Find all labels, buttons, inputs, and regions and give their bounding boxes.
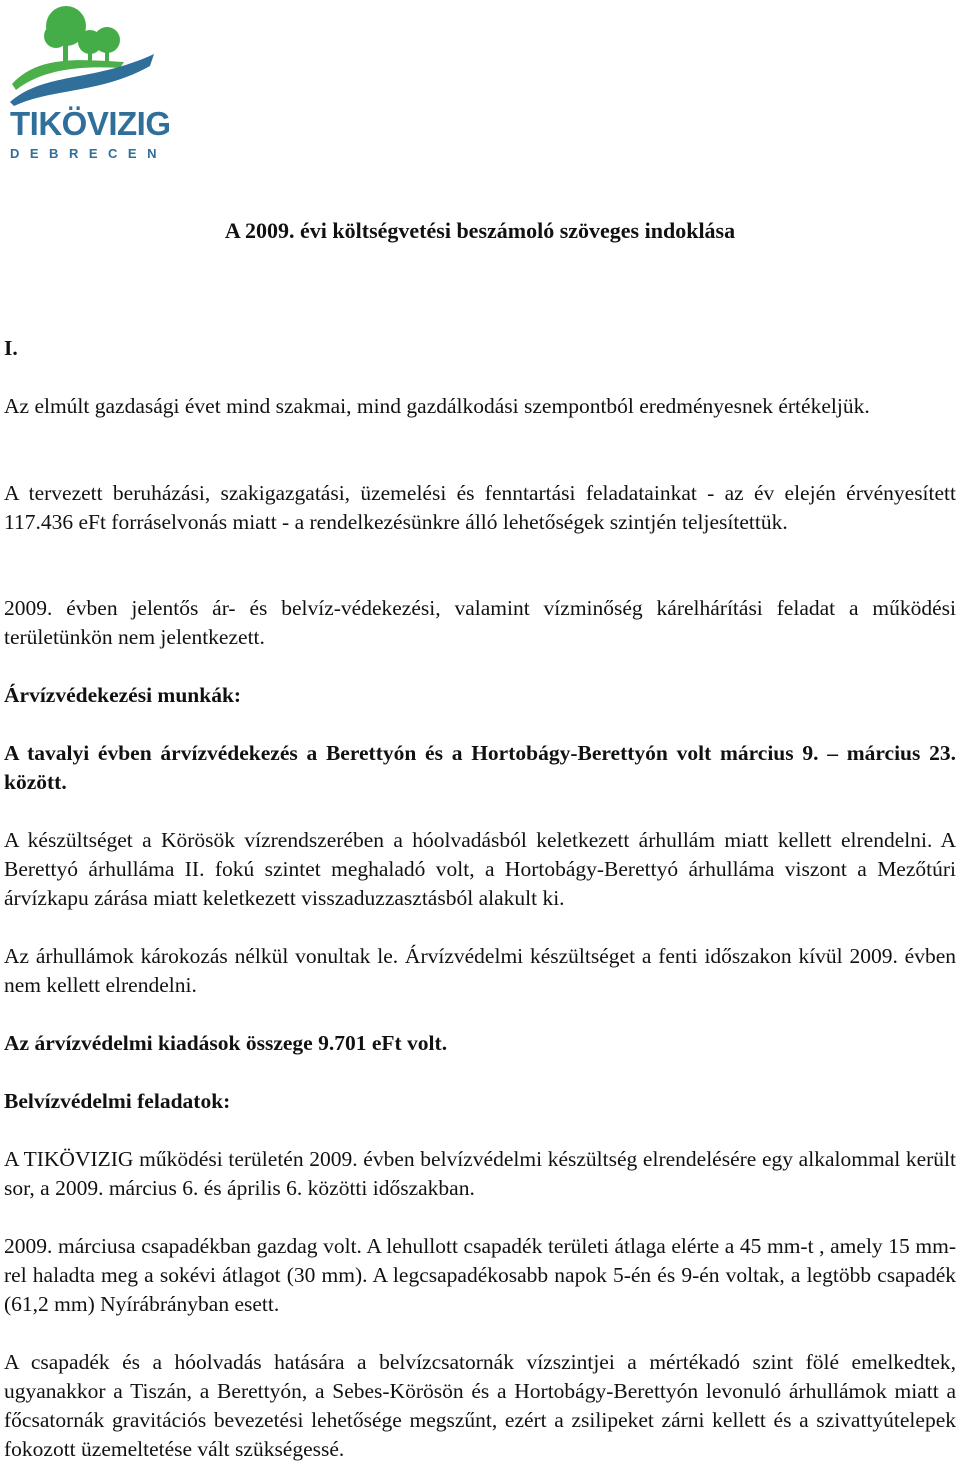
- paragraph-canals: A csapadék és a hóolvadás hatására a belvízcsatornák vízszintjei a mértékadó szint fölé emelkedtek, ugyanakkor a Tiszán, a Berettyón, a Sebes-Körösön és a Hortobágy-Berettyón levonuló árhullámok miatt a főcsatornák gravitációs bevezetési lehetősége megszűnt, ezért a zsilipeket zárni kellett és a szivattyútelepek fokozott üzemeltetése vált szükségessé.: [4, 1350, 956, 1461]
- paragraph-investments: A tervezett beruházási, szakigazgatási, üzemelési és fenntartási feladatainkat - az év elején érvényesített 117.436 eFt forráselvonás miatt - a rendelkezésünkre álló lehetőségek szintjén teljesítettük.: [4, 481, 956, 534]
- heading-flood-protection: Árvízvédekezési munkák:: [4, 683, 242, 707]
- section-number: I.: [4, 336, 18, 360]
- paragraph-intro: Az elmúlt gazdasági évet mind szakmai, mind gazdálkodási szempontból eredményesnek értékeljük.: [4, 394, 870, 418]
- paragraph-march-precipitation: 2009. márciusa csapadékban gazdag volt. A lehullott csapadék területi átlaga elérte a 45 mm-t , amely 15 mm-rel haladta meg a sokévi átlagot (30 mm). A legcsapadékosabb napok 5-én és 9-én voltak, a legtöbb csapadék (61,2 mm) Nyírábrányban esett.: [4, 1234, 956, 1316]
- logo-city: DEBRECEN: [10, 146, 167, 161]
- paragraph-inland-readiness: A TIKÖVIZIG működési területén 2009. évben belvízvédelmi készültség elrendelésére egy alkalommal került sor, a 2009. március 6. és április 6. közötti időszakban.: [4, 1147, 956, 1200]
- paragraph-no-tasks: 2009. évben jelentős ár- és belvíz-védekezési, valamint vízminőség kárelhárítási feladat a működési területünkön nem jelentkezett.: [4, 596, 956, 649]
- document-title: A 2009. évi költségvetési beszámoló szöveges indoklása: [224, 218, 736, 243]
- paragraph-flood-readiness: A készültséget a Körösök vízrendszerében a hóolvadásból keletkezett árhullám miatt kellett elrendelni. A Berettyó árhulláma II. fokú szintet meghaladó volt, a Hortobágy-Berettyó árhulláma viszont a Mezőtúri árvízkapu zárása miatt keletkezett visszaduzzasztásból alakult ki.: [4, 828, 956, 910]
- tree-wave-emblem: [4, 2, 160, 106]
- tikovizig-logo: [4, 2, 171, 162]
- heading-inland-water: Belvízvédelmi feladatok:: [4, 1089, 231, 1113]
- paragraph-flood-waves: Az árhullámok károkozás nélkül vonultak le. Árvízvédelmi készültséget a fenti időszakon kívül 2009. évben nem kellett elrendelni.: [4, 944, 956, 997]
- paragraph-flood-costs: Az árvízvédelmi kiadások összege 9.701 eFt volt.: [4, 1031, 448, 1055]
- paragraph-flood-period: A tavalyi évben árvízvédekezés a Berettyón és a Hortobágy-Berettyón volt március 9. – március 23. között.: [4, 741, 956, 794]
- logo-name: TIKÖVIZIG: [10, 105, 171, 142]
